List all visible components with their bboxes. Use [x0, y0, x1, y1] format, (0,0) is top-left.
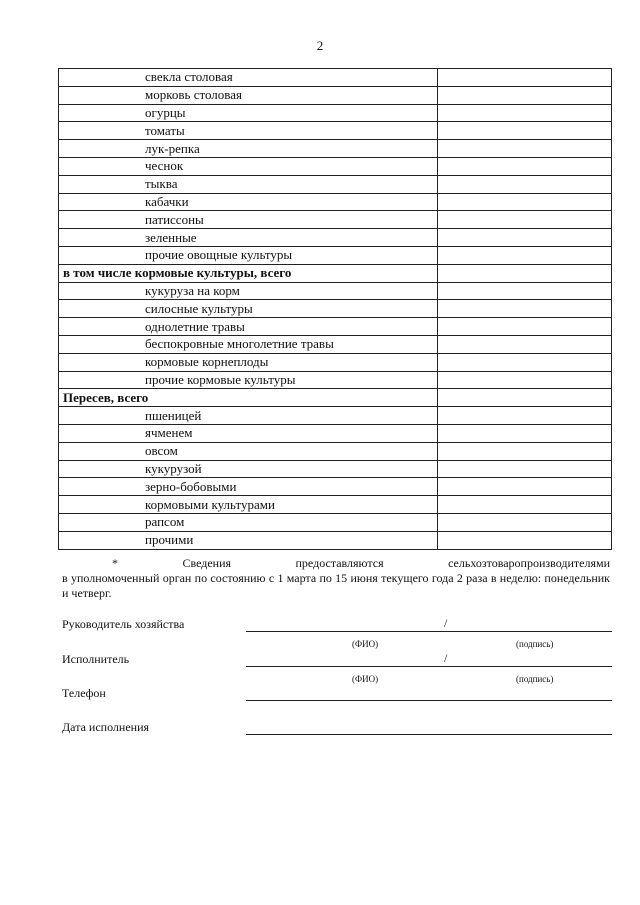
value-cell[interactable]	[438, 442, 612, 460]
executor-signature-line[interactable]	[246, 652, 612, 667]
footnote-word-1: Сведения	[182, 556, 232, 570]
crop-label-cell: лук-репка	[59, 140, 438, 158]
table-row	[59, 335, 612, 353]
crop-label-cell: однолетние травы	[59, 318, 438, 336]
value-cell[interactable]	[438, 140, 612, 158]
head-signature-line[interactable]	[246, 617, 612, 632]
value-cell[interactable]	[438, 371, 612, 389]
value-cell[interactable]	[438, 407, 612, 425]
table-row	[59, 86, 612, 104]
crop-label-cell: морковь столовая	[59, 86, 438, 104]
value-cell[interactable]	[438, 496, 612, 514]
crop-label-cell: зеленные	[59, 229, 438, 247]
phone-label: Телефон	[62, 686, 106, 700]
section-header-cell: Пересев, всего	[59, 389, 438, 407]
head-slash: /	[444, 616, 448, 630]
value-cell[interactable]	[438, 211, 612, 229]
table-row	[59, 318, 612, 336]
crop-label-cell: пшеницей	[59, 407, 438, 425]
footnote-word-3: сельхозтоваропроизводителями	[448, 556, 610, 570]
crop-label-cell: рапсом	[59, 513, 438, 531]
crop-label-cell: огурцы	[59, 104, 438, 122]
footnote	[62, 556, 610, 601]
crop-label-cell: томаты	[59, 122, 438, 140]
value-cell[interactable]	[438, 175, 612, 193]
executor-fio-caption: (ФИО)	[352, 674, 379, 684]
table-row	[59, 122, 612, 140]
value-cell[interactable]	[438, 264, 612, 282]
table-row	[59, 424, 612, 442]
value-cell[interactable]	[438, 424, 612, 442]
head-sign-caption: (подпись)	[516, 639, 554, 649]
crop-label-cell: кукурузой	[59, 460, 438, 478]
crop-label-cell: овсом	[59, 442, 438, 460]
value-cell[interactable]	[438, 478, 612, 496]
value-cell[interactable]	[438, 157, 612, 175]
table-row	[59, 531, 612, 549]
executor-slash: /	[444, 651, 448, 665]
crops-table	[58, 68, 612, 550]
head-label: Руководитель хозяйства	[62, 617, 185, 631]
table-row	[59, 407, 612, 425]
crop-label-cell: кормовыми культурами	[59, 496, 438, 514]
phone-line[interactable]	[246, 686, 612, 701]
value-cell[interactable]	[438, 389, 612, 407]
crop-label-cell: кормовые корнеплоды	[59, 353, 438, 371]
table-row	[59, 246, 612, 264]
head-fio-caption: (ФИО)	[352, 639, 379, 649]
crop-label-cell: свекла столовая	[59, 69, 438, 87]
value-cell[interactable]	[438, 193, 612, 211]
table-row	[59, 193, 612, 211]
table-row	[59, 300, 612, 318]
value-cell[interactable]	[438, 282, 612, 300]
executor-sign-caption: (подпись)	[516, 674, 554, 684]
table-row	[59, 211, 612, 229]
crop-label-cell: чеснок	[59, 157, 438, 175]
table-row	[59, 513, 612, 531]
crop-label-cell: прочими	[59, 531, 438, 549]
table-row	[59, 229, 612, 247]
crop-label-cell: прочие овощные культуры	[59, 246, 438, 264]
crop-label-cell: силосные культуры	[59, 300, 438, 318]
footnote-star: *	[112, 556, 118, 570]
table-row	[59, 264, 612, 282]
value-cell[interactable]	[438, 531, 612, 549]
crop-label-cell: прочие кормовые культуры	[59, 371, 438, 389]
crop-label-cell: зерно-бобовыми	[59, 478, 438, 496]
crop-label-cell: ячменем	[59, 424, 438, 442]
value-cell[interactable]	[438, 318, 612, 336]
crop-label-cell: тыква	[59, 175, 438, 193]
date-line[interactable]	[246, 720, 612, 735]
table-row	[59, 496, 612, 514]
value-cell[interactable]	[438, 300, 612, 318]
value-cell[interactable]	[438, 246, 612, 264]
table-row	[59, 371, 612, 389]
table-row	[59, 353, 612, 371]
value-cell[interactable]	[438, 460, 612, 478]
value-cell[interactable]	[438, 229, 612, 247]
value-cell[interactable]	[438, 69, 612, 87]
section-header-cell: в том числе кормовые культуры, всего	[59, 264, 438, 282]
value-cell[interactable]	[438, 86, 612, 104]
value-cell[interactable]	[438, 104, 612, 122]
crop-label-cell: беспокровные многолетние травы	[59, 335, 438, 353]
table-row	[59, 442, 612, 460]
table-row	[59, 104, 612, 122]
crop-label-cell: кукуруза на корм	[59, 282, 438, 300]
table-row	[59, 460, 612, 478]
table-row	[59, 478, 612, 496]
value-cell[interactable]	[438, 353, 612, 371]
table-row	[59, 389, 612, 407]
page-number: 2	[316, 38, 324, 53]
crop-label-cell: кабачки	[59, 193, 438, 211]
value-cell[interactable]	[438, 335, 612, 353]
value-cell[interactable]	[438, 122, 612, 140]
table-row	[59, 157, 612, 175]
table-row	[59, 140, 612, 158]
footnote-word-2: предоставляются	[295, 556, 384, 570]
executor-label: Исполнитель	[62, 652, 130, 666]
table-row	[59, 282, 612, 300]
footnote-rest: в уполномоченный орган по состоянию с 1 марта по 15 июня текущего года 2 раза в неделю: понедельник и четверг.	[62, 571, 610, 600]
table-row	[59, 175, 612, 193]
value-cell[interactable]	[438, 513, 612, 531]
crop-label-cell: патиссоны	[59, 211, 438, 229]
date-label: Дата исполнения	[62, 720, 150, 734]
table-row	[59, 69, 612, 87]
